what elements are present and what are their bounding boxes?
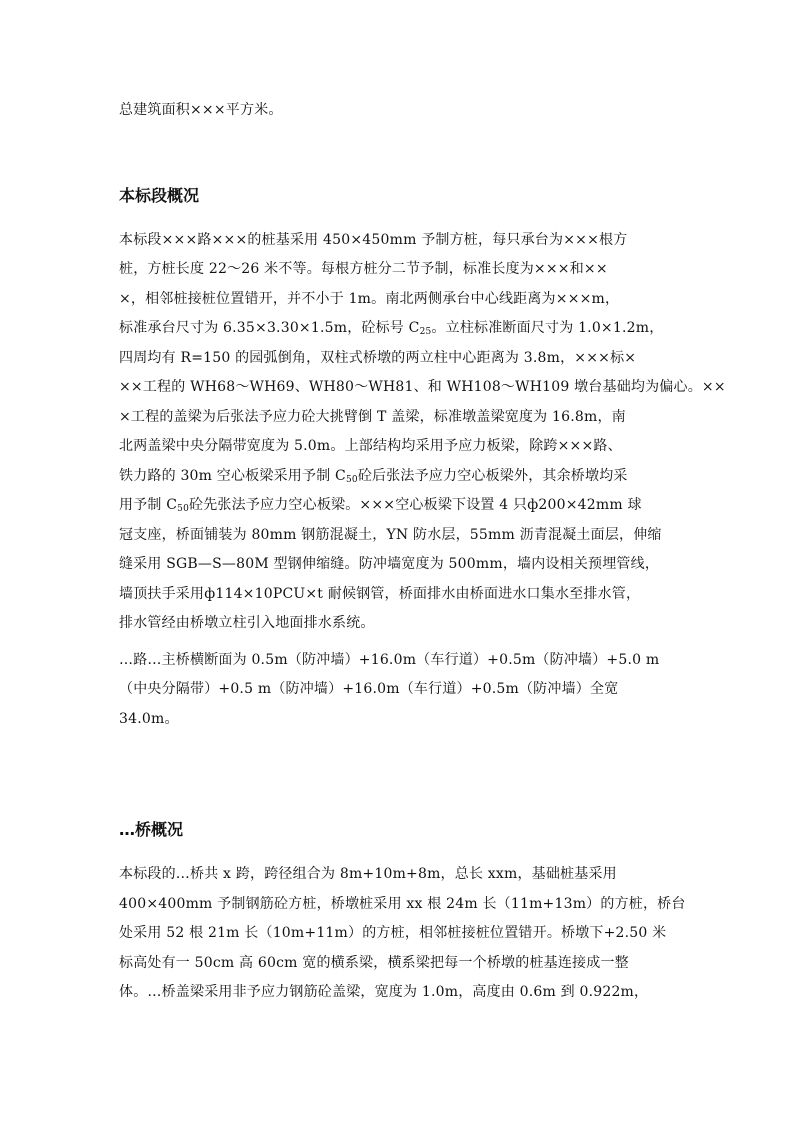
paragraph-line bbox=[119, 495, 642, 519]
line-text: 。立柱标准断面尺寸为 1.0×1.2m， bbox=[431, 320, 664, 336]
paragraph-line: ×，相邻桩接桩位置错开，并不小于 1m。南北两侧承台中心线距离为×××m， bbox=[119, 291, 620, 307]
paragraph-line: 桩，方桩长度 22～26 米不等。每根方桩分二节予制，标准长度为×××和×× bbox=[119, 261, 608, 277]
cross-section-line: 34.0m。 bbox=[119, 711, 179, 727]
cross-section-line: （中央分隔带）+0.5 m（防冲墙）+16.0m（车行道）+0.5m（防冲墙）全宽 bbox=[119, 681, 619, 697]
line-text: 砼后张法予应力空心板梁外，其余桥墩均采 bbox=[357, 468, 628, 484]
paragraph-line bbox=[119, 318, 663, 342]
paragraph-line: 400×400mm 予制钢筋砼方桩，桥墩桩采用 xx 根 24m 长（11m+13m）的方桩，桥台 bbox=[119, 896, 686, 912]
line-text: 标准承台尺寸为 6.35×3.30×1.5m，砼标号 C bbox=[119, 320, 420, 336]
paragraph-line: 处采用 52 根 21m 长（10m+11m）的方桩，相邻桩接桩位置错开。桥墩下+2.50 米 bbox=[119, 925, 667, 941]
intro-paragraph: 总建筑面积×××平方米。 bbox=[119, 102, 283, 118]
paragraph-line: 排水管经由桥墩立柱引入地面排水系统。 bbox=[119, 615, 375, 631]
paragraph-line: 体。…桥盖梁采用非予应力钢筋砼盖梁，宽度为 1.0m，高度由 0.6m 到 0.922m， bbox=[119, 984, 649, 1000]
paragraph-line: 标高处有一 50cm 高 60cm 宽的横系梁，横系梁把每一个桥墩的桩基连接成一整 bbox=[119, 955, 629, 971]
paragraph-line: 北两盖梁中央分隔带宽度为 5.0m。上部结构均采用予应力板梁，除跨×××路、 bbox=[119, 438, 622, 454]
paragraph-line: 墙顶扶手采用ф114×10PCU×t 耐候钢管，桥面排水由桥面进水口集水至排水管， bbox=[119, 586, 641, 602]
section-heading-overview: 本标段概况 bbox=[119, 186, 200, 205]
concrete-grade-subscript: 50 bbox=[177, 504, 190, 514]
concrete-grade-subscript: 25 bbox=[419, 327, 432, 337]
concrete-grade-subscript: 50 bbox=[345, 475, 358, 485]
paragraph-line: 缝采用 SGB—S—80M 型钢伸缩缝。防冲墙宽度为 500mm，墙内设相关预埋管线， bbox=[119, 556, 660, 572]
line-text: 铁力路的 30m 空心板梁采用予制 C bbox=[119, 468, 346, 484]
cross-section-line: …路…主桥横断面为 0.5m（防冲墙）+16.0m（车行道）+0.5m（防冲墙）+5.0 m bbox=[119, 652, 660, 668]
paragraph-line: ××工程的 WH68～WH69、WH80～WH81、和 WH108～WH109 墩台基础均为偏心。×× bbox=[119, 379, 726, 395]
line-text: 用予制 C bbox=[119, 497, 178, 513]
paragraph-line: ×工程的盖梁为后张法予应力砼大挑臂倒 T 盖梁，标准墩盖梁宽度为 16.8m，南 bbox=[119, 409, 626, 425]
line-text: 砼先张法予应力空心板梁。×××空心板梁下设置 4 只ф200×42mm 球 bbox=[189, 497, 642, 513]
paragraph-line: 冠支座，桥面铺装为 80mm 钢筋混凝土，YN 防水层，55mm 沥青混凝土面层，伸缩 bbox=[119, 527, 662, 543]
paragraph-line bbox=[119, 466, 628, 490]
paragraph-line: 本标段的…桥共 x 跨，跨径组合为 8m+10m+8m，总长 xxm，基础桩基采用 bbox=[119, 866, 617, 882]
paragraph-line: 本标段×××路×××的桩基采用 450×450mm 予制方桩，每只承台为×××根方 bbox=[119, 232, 628, 248]
paragraph-line: 四周均有 R=150 的园弧倒角，双柱式桥墩的两立柱中心距离为 3.8m，×××标× bbox=[119, 350, 637, 366]
section-heading-bridge: …桥概况 bbox=[119, 820, 184, 839]
